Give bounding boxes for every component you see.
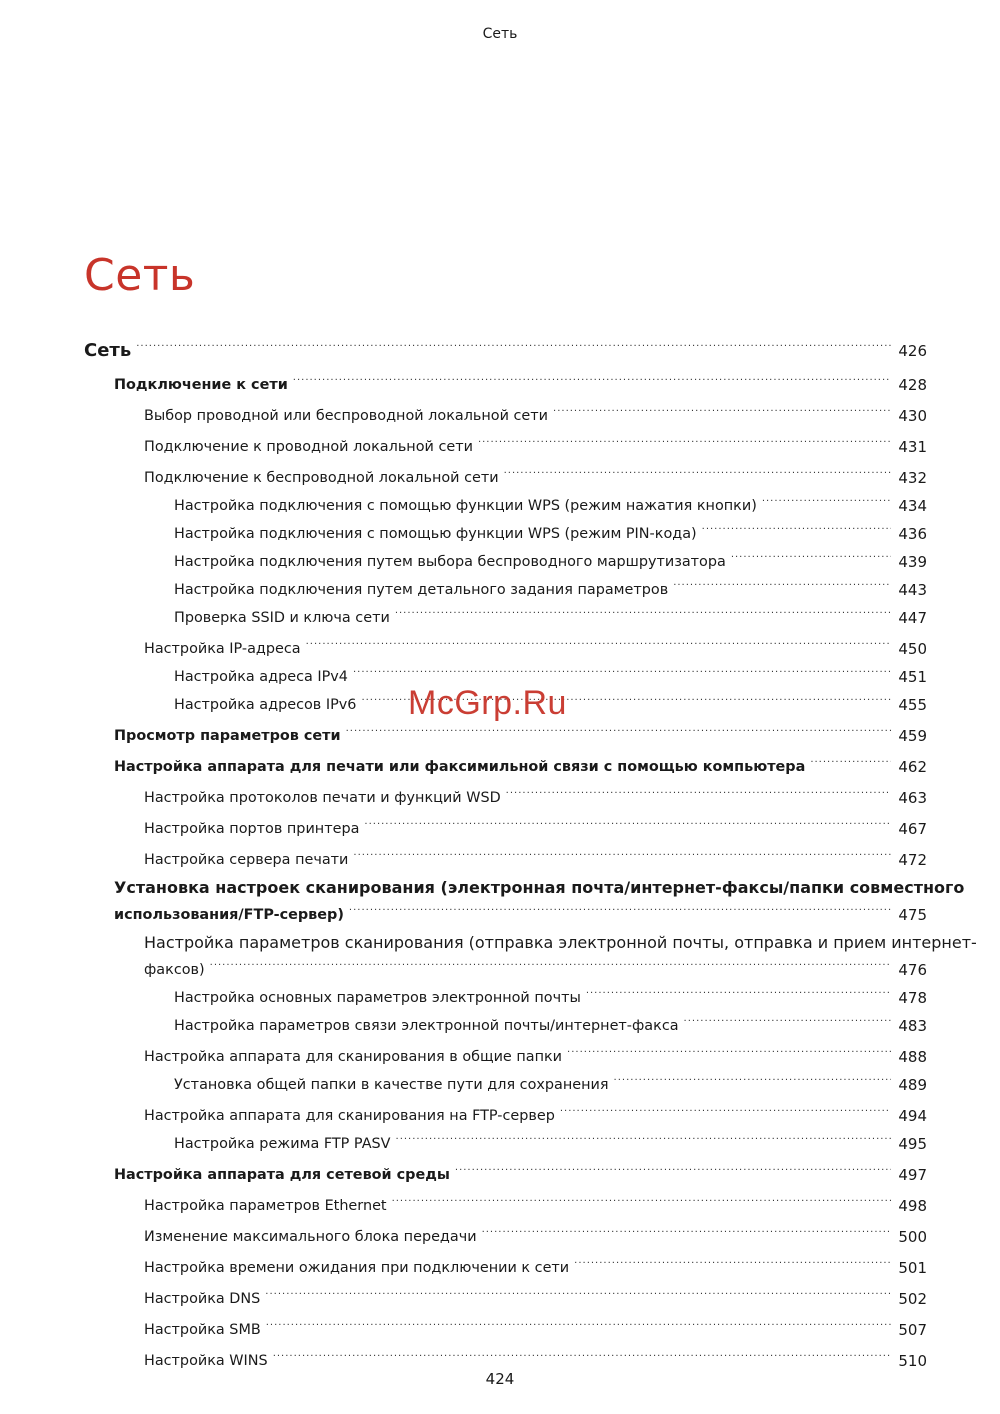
toc-entry-title: Настройка SMB bbox=[144, 1322, 261, 1338]
watermark: McGrp.Ru bbox=[408, 684, 567, 722]
toc-entry-page: 459 bbox=[898, 727, 927, 745]
toc-entry-page: 476 bbox=[898, 961, 927, 979]
toc-entry-title-line1: Настройка параметров сканирования (отправка электронной почты, отправка и прием интернет- bbox=[144, 933, 977, 952]
dot-leader bbox=[504, 456, 891, 484]
toc-entry-title: Проверка SSID и ключа сети bbox=[174, 610, 390, 626]
toc-entry[interactable] bbox=[84, 845, 927, 873]
chapter-title: Сеть bbox=[84, 250, 196, 301]
toc-entry-title: Настройка аппарата для сканирования в общие папки bbox=[144, 1049, 563, 1065]
dot-leader bbox=[273, 1339, 891, 1367]
dot-leader bbox=[306, 627, 891, 655]
toc-entry-page: 434 bbox=[898, 497, 927, 515]
dot-leader bbox=[762, 484, 891, 512]
toc-entry-title: Настройка подключения путем детального задания параметров bbox=[174, 582, 669, 598]
dot-leader bbox=[560, 1094, 891, 1122]
toc-entry-title: Настройка портов принтера bbox=[144, 821, 360, 837]
toc-entry-page: 501 bbox=[898, 1259, 927, 1277]
toc-entry-title-line2: использования/FTP-сервер) bbox=[114, 907, 344, 923]
toc-entry-title: Настройка подключения с помощью функции WPS (режим PIN-кода) bbox=[174, 526, 697, 542]
toc-entry-title: Настройка подключения путем выбора беспроводного маршрутизатора bbox=[174, 554, 726, 570]
toc-entry-page: 500 bbox=[898, 1228, 927, 1246]
toc-entry-title: Настройка аппарата для печати или факсимильной связи с помощью компьютера bbox=[114, 759, 806, 775]
toc-entry-page: 467 bbox=[898, 820, 927, 838]
toc-entry-page: 488 bbox=[898, 1048, 927, 1066]
toc-entry-page: 447 bbox=[898, 609, 927, 627]
toc-entry-page: 498 bbox=[898, 1197, 927, 1215]
dot-leader bbox=[482, 1215, 891, 1243]
dot-leader bbox=[136, 329, 891, 357]
dot-leader bbox=[266, 1308, 891, 1336]
toc-entry-page: 443 bbox=[898, 581, 927, 599]
dot-leader bbox=[574, 1246, 891, 1274]
dot-leader bbox=[349, 893, 891, 921]
toc-entry-title: Установка общей папки в качестве пути для сохранения bbox=[174, 1077, 609, 1093]
toc-entry-page: 510 bbox=[898, 1352, 927, 1370]
toc-entry-title: Выбор проводной или беспроводной локальной сети bbox=[144, 408, 549, 424]
toc-entry-page: 489 bbox=[898, 1076, 927, 1094]
dot-leader bbox=[353, 838, 891, 866]
dot-leader bbox=[506, 776, 891, 804]
toc-entry-title: Настройка подключения с помощью функции WPS (режим нажатия кнопки) bbox=[174, 498, 757, 514]
dot-leader bbox=[210, 948, 891, 976]
toc-entry-page: 431 bbox=[898, 438, 927, 456]
toc-entry-title: Настройка адресов IPv6 bbox=[174, 697, 357, 713]
dot-leader bbox=[567, 1035, 891, 1063]
dot-leader bbox=[810, 745, 891, 773]
running-header: Сеть bbox=[482, 26, 518, 42]
dot-leader bbox=[396, 1122, 891, 1150]
dot-leader bbox=[702, 512, 891, 540]
toc-entry[interactable] bbox=[84, 876, 965, 928]
toc-entry-title: Сеть bbox=[84, 340, 132, 361]
toc-entry-title: Подключение к беспроводной локальной сети bbox=[144, 470, 499, 486]
toc-entry-page: 495 bbox=[898, 1135, 927, 1153]
toc-entry-page: 475 bbox=[898, 906, 927, 924]
toc-entry-page: 428 bbox=[898, 376, 927, 394]
toc-entry-title: Настройка сервера печати bbox=[144, 852, 349, 868]
toc-entry-page: 436 bbox=[898, 525, 927, 543]
toc-entry-page: 478 bbox=[898, 989, 927, 1007]
table-of-contents bbox=[84, 338, 977, 1374]
toc-entry-page: 426 bbox=[898, 342, 927, 360]
dot-leader bbox=[553, 394, 891, 422]
page-number: 424 bbox=[485, 1370, 515, 1388]
toc-entry-page: 439 bbox=[898, 553, 927, 571]
toc-entry-title: Просмотр параметров сети bbox=[114, 728, 341, 744]
dot-leader bbox=[614, 1063, 891, 1091]
toc-entry-page: 462 bbox=[898, 758, 927, 776]
toc-entry-title: Подключение к сети bbox=[114, 377, 288, 393]
toc-entry-page: 455 bbox=[898, 696, 927, 714]
toc-entry[interactable] bbox=[84, 338, 927, 364]
toc-entry-title: Настройка аппарата для сканирования на FTP-сервер bbox=[144, 1108, 555, 1124]
toc-entry-page: 432 bbox=[898, 469, 927, 487]
dot-leader bbox=[395, 596, 891, 624]
dot-leader bbox=[265, 1277, 891, 1305]
toc-entry-page: 497 bbox=[898, 1166, 927, 1184]
dot-leader bbox=[731, 540, 891, 568]
dot-leader bbox=[673, 568, 891, 596]
toc-entry-page: 483 bbox=[898, 1017, 927, 1035]
toc-entry-page: 451 bbox=[898, 668, 927, 686]
toc-entry-title: Настройка DNS bbox=[144, 1291, 261, 1307]
toc-entry-title-line2: факсов) bbox=[144, 962, 205, 978]
toc-entry-title: Настройка адреса IPv4 bbox=[174, 669, 348, 685]
toc-entry-page: 463 bbox=[898, 789, 927, 807]
toc-entry-title: Настройка режима FTP PASV bbox=[174, 1136, 391, 1152]
toc-entry-title: Настройка основных параметров электронной почты bbox=[174, 990, 581, 1006]
toc-entry-page: 507 bbox=[898, 1321, 927, 1339]
toc-entry-page: 472 bbox=[898, 851, 927, 869]
dot-leader bbox=[455, 1153, 891, 1181]
toc-entry-title-line1: Установка настроек сканирования (электронная почта/интернет-факсы/папки совместного bbox=[114, 878, 965, 897]
toc-entry-title: Настройка IP-адреса bbox=[144, 641, 301, 657]
toc-entry[interactable] bbox=[84, 721, 927, 749]
dot-leader bbox=[478, 425, 891, 453]
toc-entry-title: Настройка протоколов печати и функций WSD bbox=[144, 790, 501, 806]
toc-entry-page: 450 bbox=[898, 640, 927, 658]
dot-leader bbox=[586, 976, 891, 1004]
toc-entry-title: Настройка параметров связи электронной почты/интернет-факса bbox=[174, 1018, 679, 1034]
toc-entry-title: Настройка WINS bbox=[144, 1353, 268, 1369]
toc-entry-page: 502 bbox=[898, 1290, 927, 1308]
toc-entry-title: Настройка параметров Ethernet bbox=[144, 1198, 387, 1214]
dot-leader bbox=[392, 1184, 891, 1212]
toc-entry-title: Подключение к проводной локальной сети bbox=[144, 439, 473, 455]
toc-entry-page: 430 bbox=[898, 407, 927, 425]
dot-leader bbox=[353, 655, 891, 683]
toc-entry-title: Изменение максимального блока передачи bbox=[144, 1229, 477, 1245]
dot-leader bbox=[364, 807, 891, 835]
toc-entry-title: Настройка времени ожидания при подключении к сети bbox=[144, 1260, 570, 1276]
toc-entry-page: 494 bbox=[898, 1107, 927, 1125]
dot-leader bbox=[684, 1004, 891, 1032]
toc-entry-title: Настройка аппарата для сетевой среды bbox=[114, 1167, 450, 1183]
dot-leader bbox=[293, 363, 891, 391]
